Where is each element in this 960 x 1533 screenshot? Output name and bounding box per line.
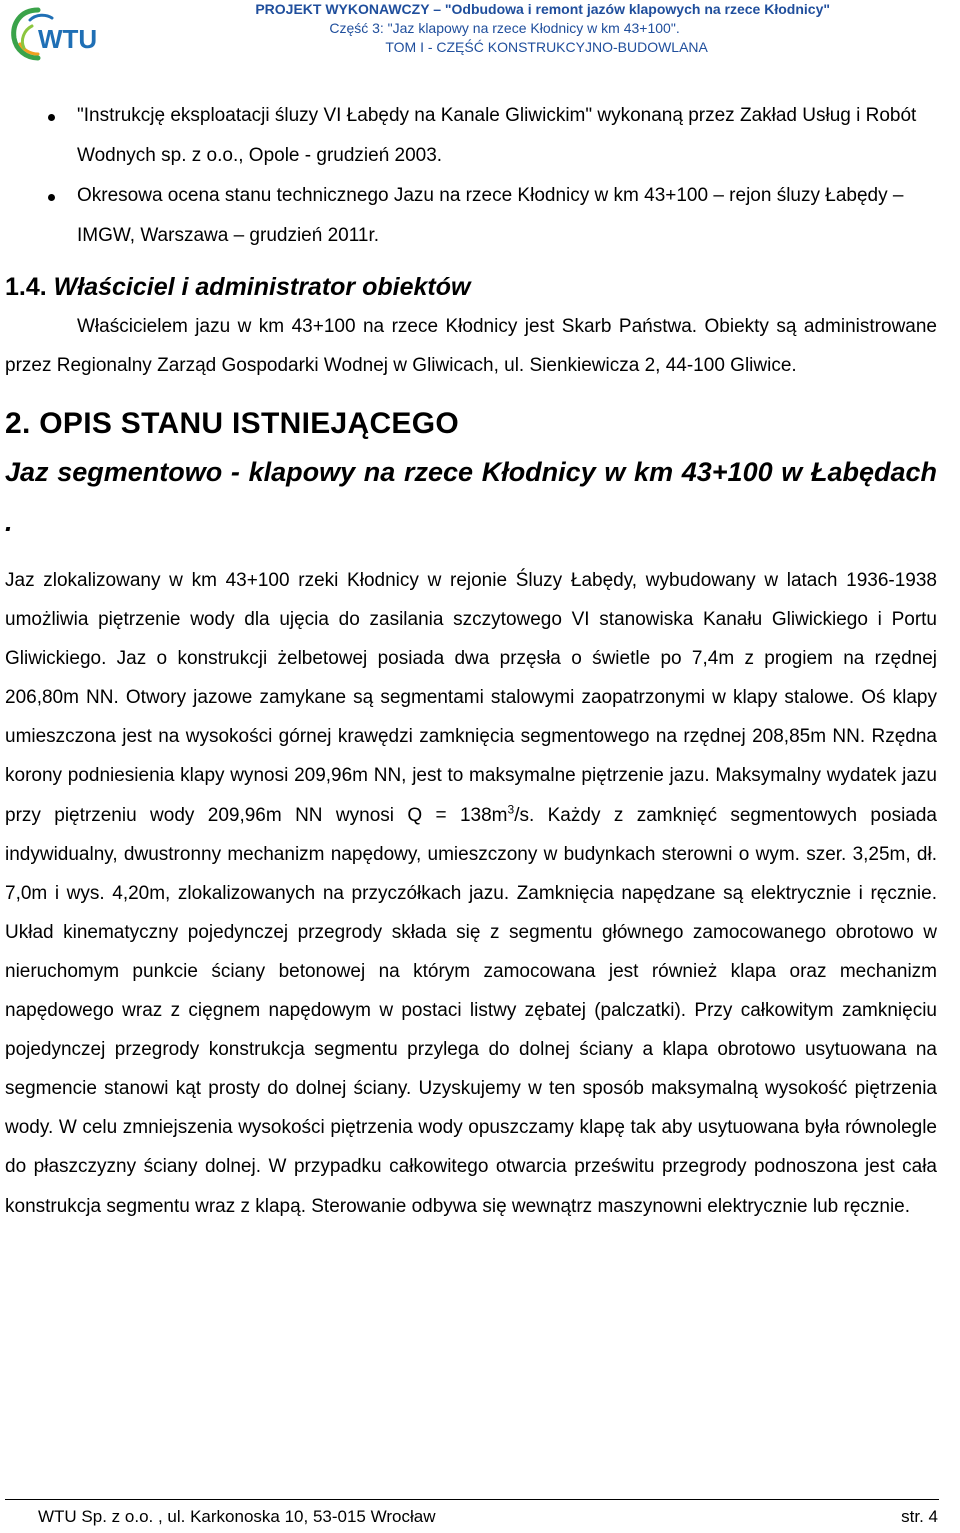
bullet-icon <box>48 194 55 201</box>
reference-list <box>5 96 937 255</box>
logo-text: WTU <box>38 24 98 54</box>
section-title: OPIS STANU ISTNIEJĄCEGO <box>39 407 460 440</box>
list-item: Okresowa ocena stanu technicznego Jazu na rzece Kłodnicy w km 43+100 – rejon śluzy Łabędy – IMGW, Warszawa – grudzień 2011r. <box>5 176 937 255</box>
section-title: Właściciel i administrator obiektów <box>53 273 471 301</box>
list-item: "Instrukcję eksploatacji śluzy VI Łabędy na Kanale Gliwickim" wykonaną przez Zakład Usług i Robót Wodnych sp. z o.o., Opole - grudzień 2003. <box>5 96 937 175</box>
section-2-heading <box>5 401 937 447</box>
header-part-title: Część 3: "Jaz klapowy na rzece Kłodnicy w km 43+100". <box>329 20 680 36</box>
section-1-4-text: Właścicielem jazu w km 43+100 na rzece Kłodnicy jest Skarb Państwa. Obiekty są administrowane przez Regionalny Zarząd Gospodarki Wodnej w Gliwicach, ul. Sienkiewicza 2, 44-100 Gliwice. <box>5 316 937 376</box>
page-number: str. 4 <box>901 1507 938 1526</box>
section-2-text: Jaz zlokalizowany w km 43+100 rzeki Kłodnicy w rejonie Śluzy Łabędy, wybudowany w latach 1936-1938 umożliwia piętrzenie wody dla ujęcia do zasilania szczytowego VI stanowiska Kanału Gliwickiego i Portu Gliwickiego. Jaz o konstrukcji żelbetowej posiada dwa przęsła o świetle po 7,4m z progiem na rzędnej 206,80m NN. Otwory jazowe zamykane są segmentami stalowymi zaopatrzonymi w klapy stalowe. Oś klapy umieszczona jest na wysokości górnej krawędzi zamknięcia segmentowego na rzędnej 208,85m NN. Rzędna korony podniesienia klapy wynosi 209,96m NN, jest to maksymalne piętrzenie jazu. Maksymalny wydatek jazu przy piętrzeniu wody 209,96m NN wynosi $Q = 138m^3/s$. Każdy z zamknięć segmentowych posiada indywidualny, dwustronny mechanizm napędowy, umieszczony w budynkach sterowni o wym. szer. 3,25m, dł. 7,0m i wys. 4,20m, zlokalizowanych na przyczółkach jazu. Zamknięcia napędzane są elektrycznie i ręcznie. Układ kinematyczny pojedynczej przegrody składa się z segmentu głównego zamocowanego obrotowo w nieruchomym punkcie ściany betonowej na którym zamocowana jest również klapa oraz mechanizm napędowego wraz z cięgnem napędowym w postaci listwy zębatej (palczatki). Przy całkowitym zamknięciu pojedynczej przegrody konstrukcja segmentu przylega do dolnej ściany a klapa obrotowo usytuowana na segmencie stanowi kąt prosty do dolnej ściany. Uzyskujemy w ten sposób maksymalną wysokość piętrzenia wody. W celu zmniejszenia wysokości piętrzenia wody opuszczamy klapę tak aby usytuowana była równolegle do płaszczyzny ściany dolnej. W przypadku całkowitego otwarcia prześwitu przegrody podnoszona jest cała konstrukcja segmentu wraz z klapą. Sterowanie odbywa się wewnątrz maszynowni elektrycznie lub ręcznie. <box>5 570 937 1217</box>
page-footer <box>38 1506 938 1528</box>
footer-divider <box>5 1499 939 1500</box>
page-content <box>5 96 937 1226</box>
page-header <box>0 0 960 64</box>
section-number: 1.4. <box>5 273 47 301</box>
section-1-4-heading <box>5 267 937 307</box>
header-volume-title: TOM I - CZĘŚĆ KONSTRUKCYJNO-BUDOWLANA <box>385 39 708 55</box>
wtu-logo <box>8 4 104 62</box>
section-2-subtitle: Jaz segmentowo - klapowy na rzece Kłodnicy w km 43+100 w Łabędach . <box>5 457 937 537</box>
bullet-icon <box>48 114 55 121</box>
footer-address: WTU Sp. z o.o. , ul. Karkonoska 10, 53-015 Wrocław <box>38 1507 436 1526</box>
section-number: 2. <box>5 407 31 440</box>
header-project-title: PROJEKT WYKONAWCZY – "Odbudowa i remont jazów klapowych na rzece Kłodnicy" <box>255 1 830 17</box>
superscript: 3 <box>507 802 515 817</box>
